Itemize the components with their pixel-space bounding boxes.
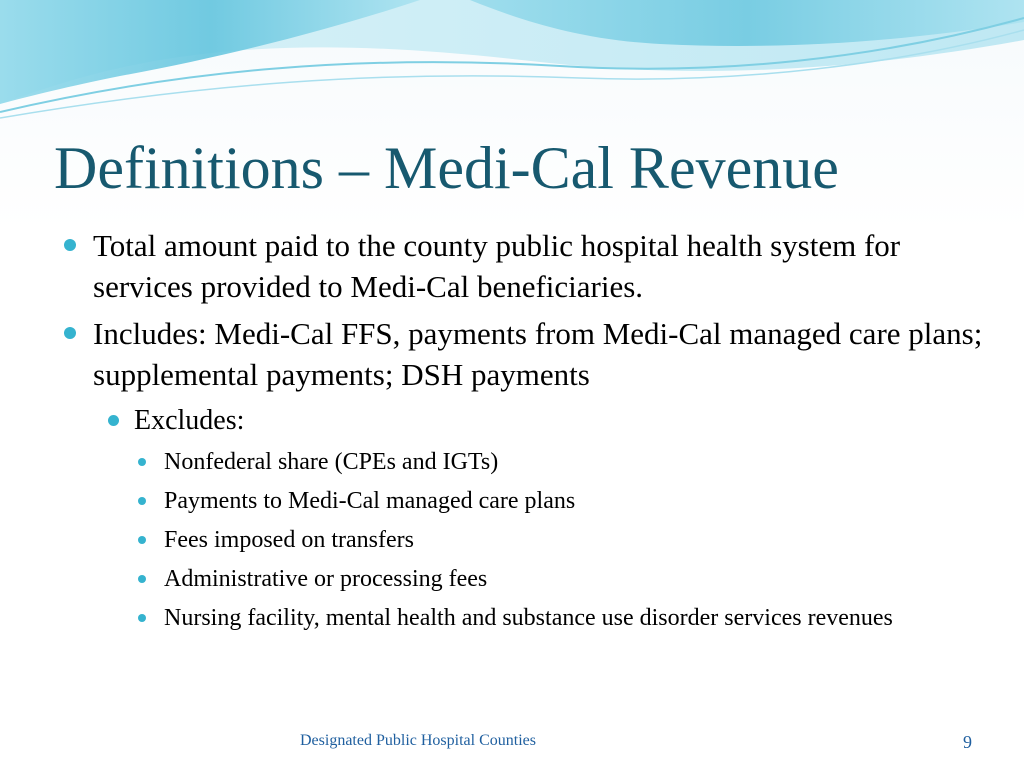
sub-bullet-item — [108, 403, 988, 439]
exclude-item — [138, 602, 968, 634]
page-number: 9 — [963, 732, 972, 752]
exclude-text: Nonfederal share (CPEs and IGTs) — [164, 449, 499, 475]
bullet-text: Includes: Medi-Cal FFS, payments from Medi-Cal managed care plans; supplemental payments; DSH payments — [93, 316, 983, 392]
bullet-dot-icon — [138, 458, 146, 466]
exclude-text: Payments to Medi-Cal managed care plans — [164, 488, 576, 514]
bullet-dot-icon — [138, 614, 146, 622]
bullet-text: Total amount paid to the county public hospital health system for services provided to Medi-Cal beneficiaries. — [93, 228, 901, 304]
bullet-dot-icon — [138, 497, 146, 505]
slide-footer: Designated Public Hospital Counties — [300, 732, 536, 749]
slide-title: Definitions – Medi-Cal Revenue — [54, 135, 839, 201]
bullet-item — [64, 225, 984, 307]
bullet-item — [64, 313, 984, 395]
bullet-dot-icon — [138, 536, 146, 544]
exclude-item — [138, 446, 968, 478]
bullet-dot-icon — [108, 415, 119, 426]
bullet-dot-icon — [138, 575, 146, 583]
header-wave-decoration — [0, 0, 1024, 130]
bullet-dot-icon — [64, 327, 76, 339]
bullet-dot-icon — [64, 239, 76, 251]
exclude-item — [138, 563, 968, 595]
exclude-text: Fees imposed on transfers — [164, 527, 414, 553]
exclude-text: Nursing facility, mental health and substance use disorder services revenues — [164, 605, 893, 631]
exclude-item — [138, 524, 968, 556]
exclude-item — [138, 485, 968, 517]
exclude-text: Administrative or processing fees — [164, 566, 488, 592]
sub-bullet-text: Excludes: — [134, 405, 245, 436]
